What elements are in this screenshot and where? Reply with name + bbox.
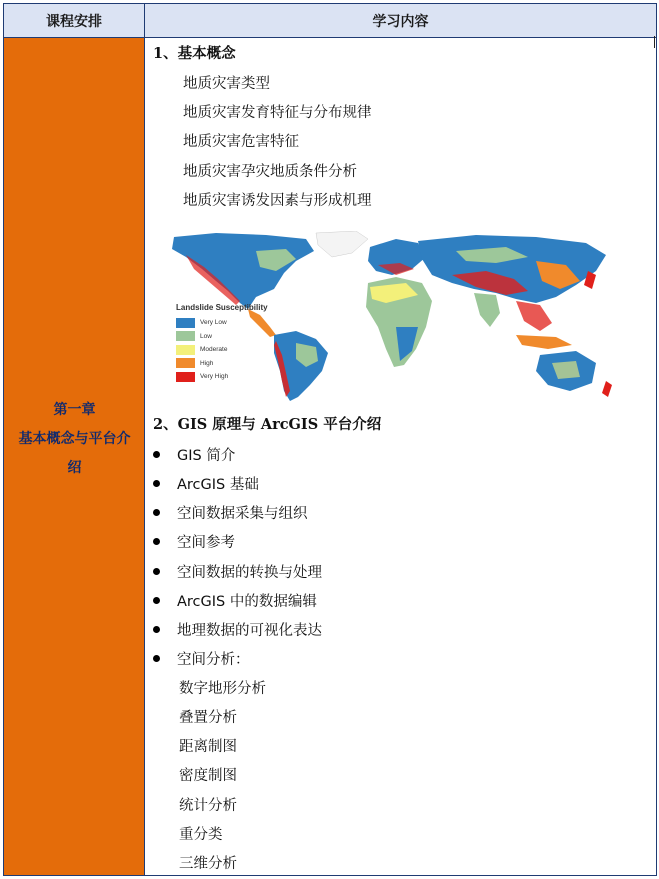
map-legend [176, 303, 288, 384]
bullet-text: 空间数据的转换与处理 [177, 565, 322, 581]
chapter-title-line1: 基本概念与平台介 [18, 431, 131, 447]
bullet-text: 空间数据采集与组织 [177, 506, 308, 522]
legend-label: Low [200, 332, 212, 340]
legend-item [176, 357, 288, 371]
section1-item: 地质灾害孕灾地质条件分析 [183, 164, 357, 180]
legend-label: High [200, 359, 214, 367]
course-table [3, 3, 657, 876]
legend-item [176, 330, 288, 344]
legend-item [176, 316, 288, 330]
bullet-text: 空间参考 [177, 535, 235, 551]
chapter-cell [4, 38, 145, 875]
legend-label: Very High [200, 373, 229, 381]
bullet-item [153, 533, 235, 553]
content-cell [145, 38, 656, 875]
analysis-subitem: 统计分析 [179, 798, 237, 814]
bullet-icon [153, 538, 160, 545]
section1-item: 地质灾害危害特征 [183, 134, 299, 150]
bullet-icon [153, 451, 160, 458]
landslide-susceptibility-map [156, 231, 614, 403]
bullet-text: GIS 简介 [177, 448, 236, 464]
legend-swatch [176, 358, 195, 368]
bullet-text: ArcGIS 基础 [177, 477, 259, 493]
bullet-item [153, 475, 259, 495]
section1-item: 地质灾害诱发因素与形成机理 [183, 193, 372, 209]
legend-item [176, 370, 288, 384]
bullet-icon [153, 480, 160, 487]
section1-item: 地质灾害类型 [183, 76, 270, 92]
bullet-item [153, 650, 250, 670]
bullet-item [153, 446, 235, 466]
legend-title: Landslide Susceptibility [176, 303, 268, 312]
cell-border-mark [654, 36, 655, 48]
section2-title: 2、GIS 原理与 ArcGIS 平台介绍 [153, 416, 382, 433]
analysis-subitem: 数字地形分析 [179, 681, 266, 697]
bullet-icon [153, 568, 160, 575]
bullet-text: 地理数据的可视化表达 [177, 623, 322, 639]
legend-swatch [176, 345, 195, 355]
analysis-subitem: 三维分析 [179, 856, 237, 872]
bullet-item [153, 563, 322, 583]
header-learning-content: 学习内容 [145, 4, 656, 38]
legend-item [176, 343, 288, 357]
section1-item: 地质灾害发育特征与分布规律 [183, 105, 372, 121]
legend-swatch [176, 372, 195, 382]
analysis-subitem: 密度制图 [179, 768, 237, 784]
analysis-subitem: 距离制图 [179, 739, 237, 755]
bullet-icon [153, 626, 160, 633]
bullet-item [153, 504, 308, 524]
analysis-subitem: 叠置分析 [179, 710, 237, 726]
section1-title: 1、基本概念 [153, 45, 236, 62]
bullet-icon [153, 655, 160, 662]
legend-label: Moderate [200, 346, 228, 354]
bullet-icon [153, 509, 160, 516]
legend-swatch [176, 331, 195, 341]
bullet-text: ArcGIS 中的数据编辑 [177, 594, 317, 610]
bullet-item [153, 621, 322, 641]
bullet-icon [153, 597, 160, 604]
header-course-schedule: 课程安排 [4, 4, 145, 38]
legend-label: Very Low [200, 319, 227, 327]
chapter-title-line2: 绍 [67, 460, 82, 476]
bullet-text: 空间分析： [177, 652, 250, 668]
legend-swatch [176, 318, 195, 328]
analysis-subitem: 重分类 [179, 827, 223, 843]
chapter-label [4, 396, 145, 483]
bullet-item [153, 592, 317, 612]
chapter-number: 第一章 [53, 402, 96, 418]
